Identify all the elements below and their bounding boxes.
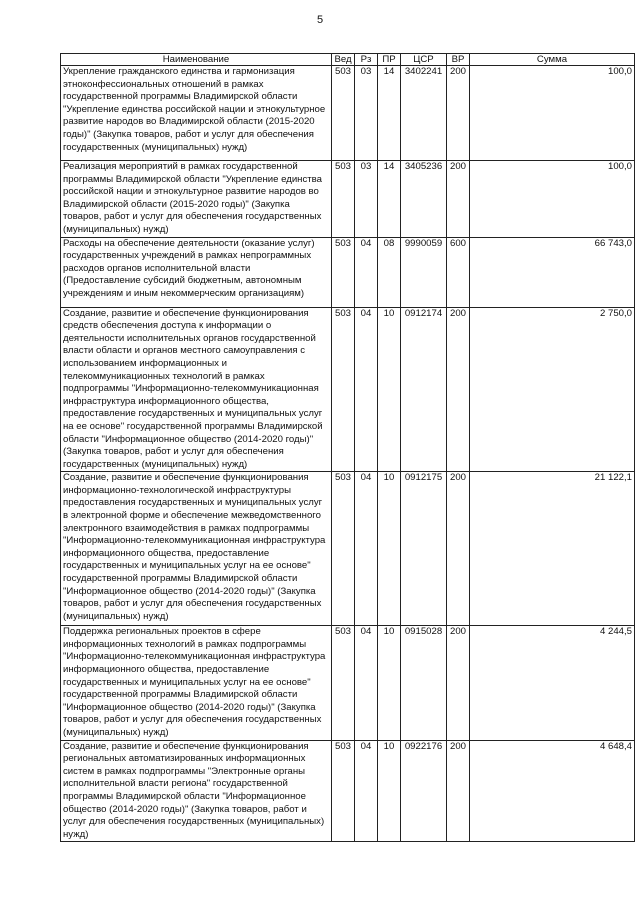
row-vr: 200 [447, 307, 470, 472]
header-ved: Вед [332, 54, 355, 66]
row-rz: 04 [355, 626, 378, 740]
header-rz: Рз [355, 54, 378, 66]
table-row [61, 626, 635, 740]
row-csr: 3402241 [401, 66, 447, 161]
row-pr: 10 [378, 472, 401, 626]
row-vr: 200 [447, 740, 470, 842]
row-csr: 9990059 [401, 237, 447, 307]
row-csr: 0922176 [401, 740, 447, 842]
header-name: Наименование [61, 54, 332, 66]
table-row [61, 307, 635, 472]
row-ved: 503 [332, 237, 355, 307]
row-csr: 0915028 [401, 626, 447, 740]
table-row [61, 161, 635, 238]
row-vr: 200 [447, 161, 470, 238]
header-pr: ПР [378, 54, 401, 66]
row-sum: 2 750,0 [470, 307, 635, 472]
header-csr: ЦСР [401, 54, 447, 66]
row-pr: 10 [378, 740, 401, 842]
row-ved: 503 [332, 307, 355, 472]
page-number: 5 [316, 14, 324, 26]
row-csr: 0912174 [401, 307, 447, 472]
row-rz: 04 [355, 307, 378, 472]
row-vr: 600 [447, 237, 470, 307]
row-name: Поддержка региональных проектов в сфере информационных технологий в рамках подпрограммы "Информационно-телекоммуникационная инфраструктура информационного общества, предоставление государственных и муниципальных услуг на ее основе" государственной программы Владимирской области "Информационное общество (2014-2020 годы)" (Закупка товаров, работ и услуг для обеспечения государственных (муниципальных) нужд) [61, 626, 332, 740]
row-name: Создание, развитие и обеспечение функционирования региональных автоматизированных информационных систем в рамках подпрограммы "Электронные органы исполнительной власти региона" государственной программы Владимирской области "Информационное общество (2014-2020 годы)" (Закупка товаров, работ и услуг для обеспечения государственных (муниципальных) нужд) [61, 740, 332, 842]
row-csr: 0912175 [401, 472, 447, 626]
row-name: Создание, развитие и обеспечение функционирования информационно-технологической инфраструктуры предоставления государственных и муниципальных услуг в электронной форме и обеспечение межведомственного электронного взаимодействия в рамках подпрограммы "Информационно-телекоммуникационная инфраструктура информационного общества, предоставление государственных и муниципальных услуг на ее основе" государственной программы Владимирской области "Информационное общество (2014-2020 годы)" (Закупка товаров, работ и услуг для обеспечения государственных (муниципальных) нужд) [61, 472, 332, 626]
row-csr: 3405236 [401, 161, 447, 238]
table-row [61, 66, 635, 161]
table-row [61, 472, 635, 626]
row-sum: 21 122,1 [470, 472, 635, 626]
table-row [61, 740, 635, 842]
row-pr: 10 [378, 626, 401, 740]
row-vr: 200 [447, 66, 470, 161]
row-rz: 04 [355, 472, 378, 626]
row-ved: 503 [332, 740, 355, 842]
row-rz: 04 [355, 237, 378, 307]
budget-table [60, 53, 635, 842]
row-rz: 04 [355, 740, 378, 842]
row-sum: 66 743,0 [470, 237, 635, 307]
row-name: Создание, развитие и обеспечение функционирования средств обеспечения доступа к информации о деятельности исполнительных органов государственной власти области и органов местного самоуправления с использованием информационных и телекоммуникационных технологий в рамках подпрограммы "Информационно-телекоммуникационная инфраструктура информационного общества, предоставление государственных и муниципальных услуг на ее основе" государственной программы Владимирской области "Информационное общество (2014-2020 годы)" (Закупка товаров, работ и услуг для обеспечения государственных (муниципальных) нужд) [61, 307, 332, 472]
row-sum: 4 648,4 [470, 740, 635, 842]
row-pr: 14 [378, 161, 401, 238]
header-vr: ВР [447, 54, 470, 66]
row-name: Реализация мероприятий в рамках государственной программы Владимирской области "Укрепление единства российской нации и этнокультурное развитие народов во Владимирской области (2015-2020 годы)" (Закупка товаров, работ и услуг для обеспечения государственных (муниципальных) нужд) [61, 161, 332, 238]
row-sum: 100,0 [470, 66, 635, 161]
row-rz: 03 [355, 66, 378, 161]
row-sum: 4 244,5 [470, 626, 635, 740]
row-ved: 503 [332, 626, 355, 740]
row-name: Укрепление гражданского единства и гармонизация этноконфессиональных отношений в рамках государственной программы Владимирской области "Укрепление единства российской нации и этнокультурное развитие народов во Владимирской области (2015-2020 годы)" (Закупка товаров, работ и услуг для обеспечения государственных (муниципальных) нужд) [61, 66, 332, 161]
row-ved: 503 [332, 161, 355, 238]
row-vr: 200 [447, 626, 470, 740]
table-row [61, 237, 635, 307]
header-sum: Сумма [470, 54, 635, 66]
row-pr: 10 [378, 307, 401, 472]
row-vr: 200 [447, 472, 470, 626]
row-pr: 14 [378, 66, 401, 161]
row-sum: 100,0 [470, 161, 635, 238]
table-header-row [61, 54, 635, 66]
row-ved: 503 [332, 66, 355, 161]
row-rz: 03 [355, 161, 378, 238]
row-ved: 503 [332, 472, 355, 626]
row-name: Расходы на обеспечение деятельности (оказание услуг) государственных учреждений в рамках непрограммных расходов органов исполнительной власти (Предоставление субсидий бюджетным, автономным учреждениям и иным некоммерческим организациям) [61, 237, 332, 307]
row-pr: 08 [378, 237, 401, 307]
